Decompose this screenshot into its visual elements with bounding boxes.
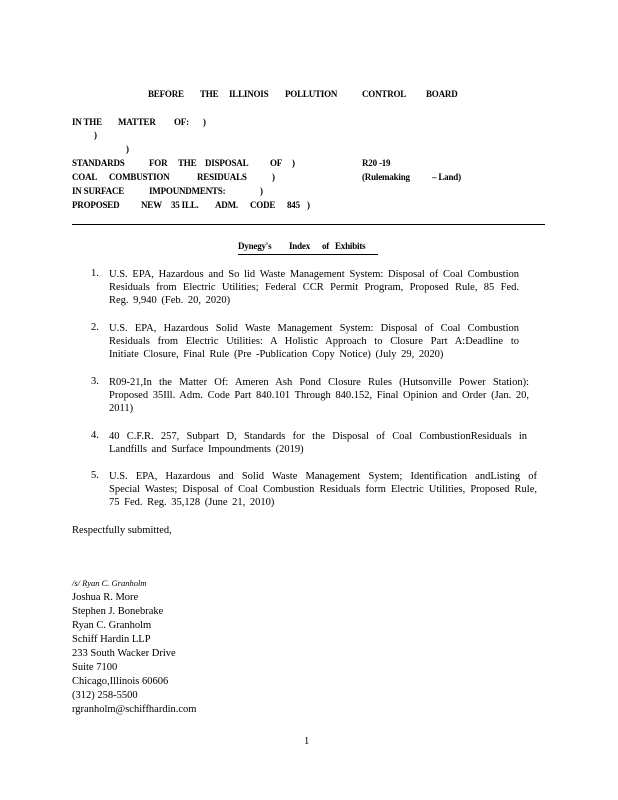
caption-word: PROPOSED xyxy=(72,200,120,210)
exhibit-text: U.S. EPA, Hazardous and Solid Waste Management System; Identification andListing of Special Wastes; Disposal of Coal Combustion Residuals form Electric Utilities, Proposed Rule, 75 Fed. Reg. 35,128 (June 21, 2010) xyxy=(109,471,537,508)
email-address: rgranholm@schiffhardin.com xyxy=(72,704,197,715)
exhibit-number: 5. xyxy=(91,470,99,481)
exhibit-text: R09-21,In the Matter Of: Ameren Ash Pond Closure Rules (Hutsonville Power Station): Proposed 35Ill. Adm. Code Part 840.101 Through 840.152, Final Opinion and Order (Jan. 20, 2011) xyxy=(109,377,529,414)
heading-word: BEFORE xyxy=(148,89,184,99)
caption-paren: ) xyxy=(260,186,263,196)
signature-line: Schiff Hardin LLP xyxy=(72,634,151,645)
docket-type: – Land) xyxy=(432,172,461,182)
closing-text: Respectfully submitted, xyxy=(72,525,172,536)
caption-word: THE xyxy=(178,158,197,168)
caption-paren: ) xyxy=(203,117,206,127)
heading-word: ILLINOIS xyxy=(229,89,269,99)
signature-line: Stephen J. Bonebrake xyxy=(72,606,164,617)
exhibit-number: 3. xyxy=(91,376,99,387)
heading-word: CONTROL xyxy=(362,89,407,99)
title-word: Index xyxy=(289,241,311,251)
caption-word: NEW xyxy=(141,200,162,210)
signature-line: Joshua R. More xyxy=(72,592,139,603)
caption-word: STANDARDS xyxy=(72,158,125,168)
caption-word: CODE xyxy=(250,200,276,210)
caption-word: ADM. xyxy=(215,200,238,210)
exhibit-number: 1. xyxy=(91,268,99,279)
title-word: Dynegy's xyxy=(238,241,272,251)
caption-word: IN THE xyxy=(72,117,102,127)
caption-word: IMPOUNDMENTS: xyxy=(149,186,226,196)
page-number: 1 xyxy=(304,736,310,747)
docket-number: R20 -19 xyxy=(362,158,391,168)
caption-word: RESIDUALS xyxy=(197,172,247,182)
exhibit-number: 2. xyxy=(91,322,99,333)
caption-word: COAL xyxy=(72,172,98,182)
exhibit-number: 4. xyxy=(91,430,99,441)
caption-word: FOR xyxy=(149,158,168,168)
caption-paren: ) xyxy=(272,172,275,182)
heading-word: BOARD xyxy=(426,89,458,99)
index-title xyxy=(238,241,378,255)
caption-word: MATTER xyxy=(118,117,156,127)
title-word: of xyxy=(322,241,330,251)
caption-paren: ) xyxy=(307,200,310,210)
caption-paren: ) xyxy=(126,144,129,154)
signature-line: Ryan C. Granholm xyxy=(72,620,152,631)
signature-line: Suite 7100 xyxy=(72,662,118,673)
exhibit-text: U.S. EPA, Hazardous Solid Waste Management System: Disposal of Coal Combustion Residuals from Electric Utilities: A Holistic Approach to Closure Part A:Deadline to Initiate Closure, Final Rule (Pre -Publication Copy Notice) (July 29, 2020) xyxy=(109,323,519,360)
caption-paren: ) xyxy=(94,130,97,140)
caption-word: IN SURFACE xyxy=(72,186,125,196)
divider-line xyxy=(72,224,545,225)
heading-word: POLLUTION xyxy=(285,89,338,99)
signature-line: 233 South Wacker Drive xyxy=(72,648,176,659)
caption-word: 845 xyxy=(287,200,300,210)
exhibit-text: 40 C.F.R. 257, Subpart D, Standards for the Disposal of Coal CombustionResiduals in Landfills and Surface Impoundments (2019) xyxy=(109,431,527,455)
caption-word: OF: xyxy=(174,117,189,127)
caption-word: 35 ILL. xyxy=(171,200,199,210)
signature: /s/ Ryan C. Granholm xyxy=(72,578,147,588)
caption-word: OF xyxy=(270,158,283,168)
heading-word: THE xyxy=(200,89,219,99)
exhibit-text: U.S. EPA, Hazardous and So lid Waste Management System: Disposal of Coal Combustion Residuals from Electric Utilities; Federal CCR Permit Program, Proposed Rule, 85 Fed. Reg. 9,940 (Feb. 20, 2020) xyxy=(109,269,519,306)
signature-line: (312) 258-5500 xyxy=(72,690,138,701)
caption-paren: ) xyxy=(292,158,295,168)
signature-line: Chicago,Illinois 60606 xyxy=(72,676,169,687)
title-word: Exhibits xyxy=(335,241,366,251)
caption-word: DISPOSAL xyxy=(205,158,249,168)
docket-type: (Rulemaking xyxy=(362,172,410,182)
caption-word: COMBUSTION xyxy=(109,172,170,182)
